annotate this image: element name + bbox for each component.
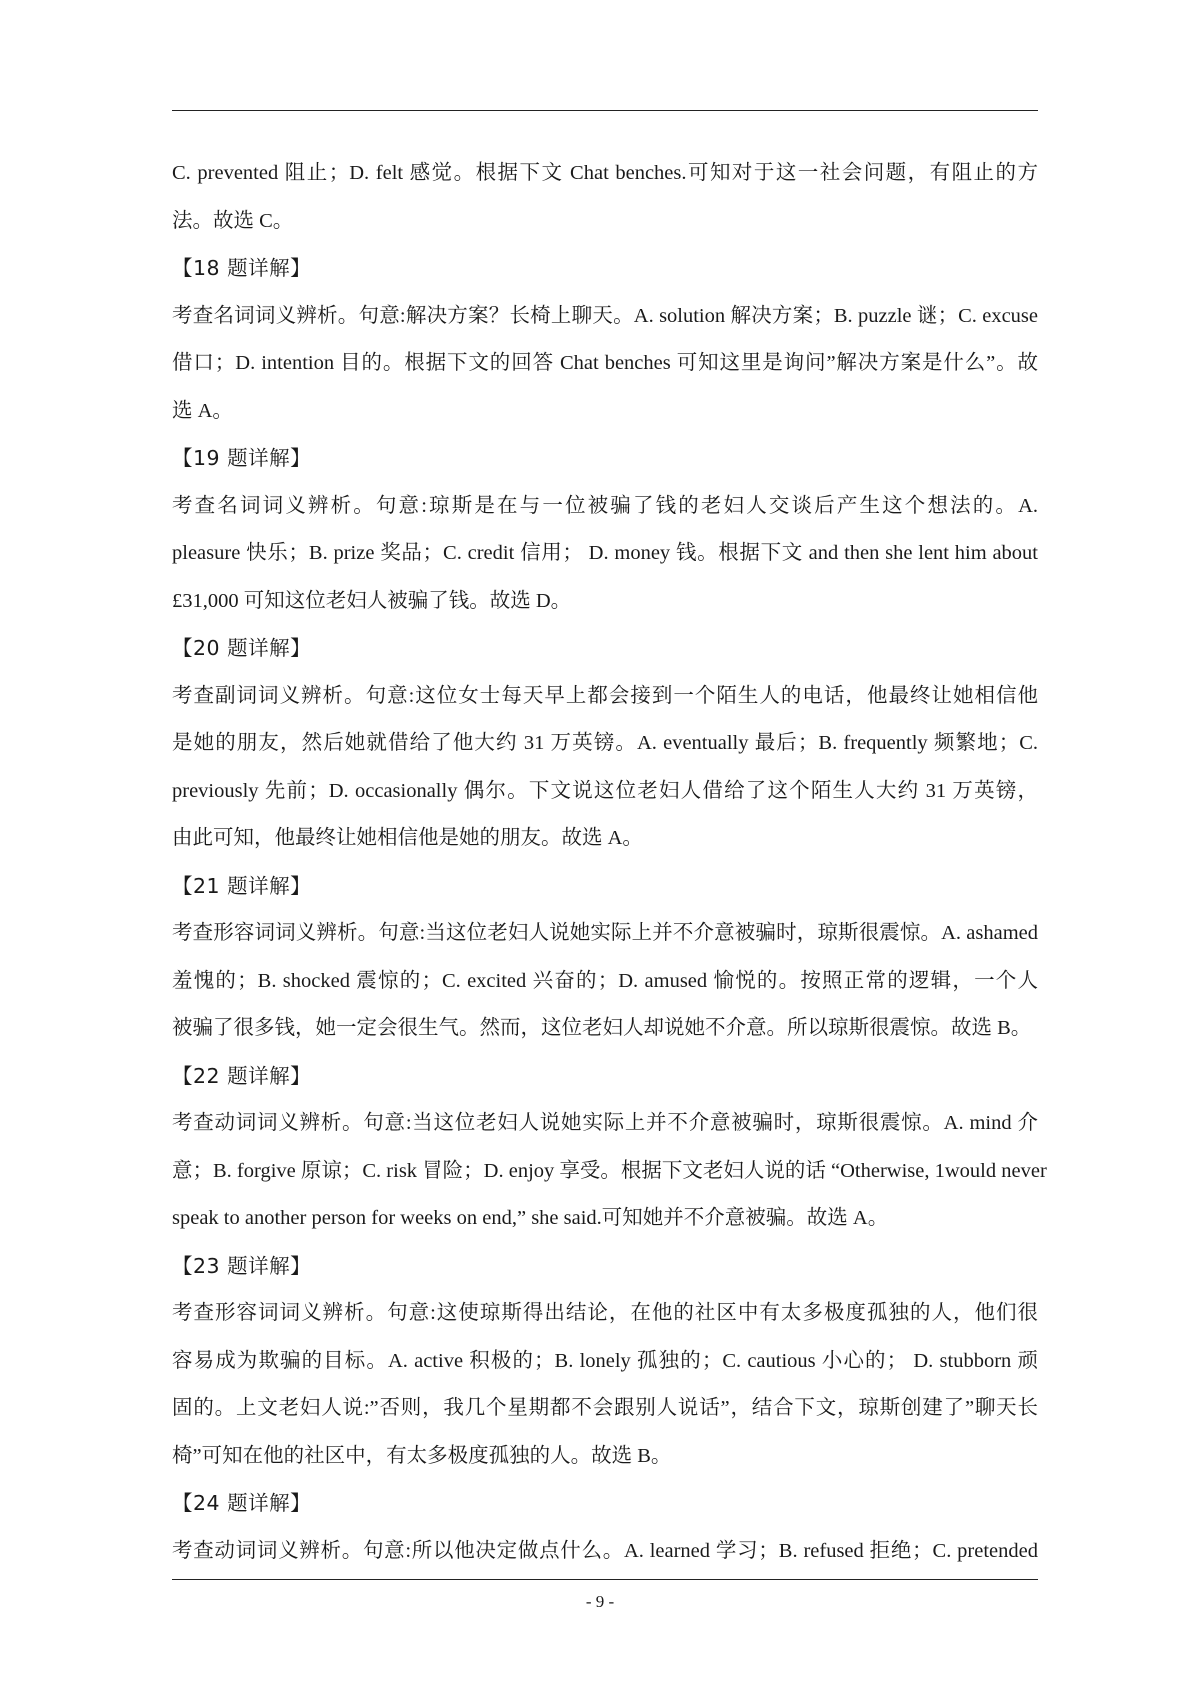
question-heading: 【23 题详解】: [172, 1253, 312, 1278]
text-line: speak to another person for weeks on end,” she said.可知她并不介意被骗。故选 A。: [172, 1207, 889, 1229]
question-heading: 【18 题详解】: [172, 256, 312, 280]
body-text: [172, 150, 1047, 1575]
explanation-paragraph: [172, 483, 1038, 626]
footer-rule: [172, 1579, 1038, 1580]
explanation-paragraph: [172, 1528, 1038, 1576]
question-heading: 【21 题详解】: [172, 873, 312, 898]
question-heading: 【24 题详解】: [172, 1491, 312, 1515]
question-heading: 【20 题详解】: [172, 636, 312, 660]
page-number: - 9 -: [585, 1592, 615, 1611]
text-line: 考查动词词义辨析。句意:所以他决定做点什么。A. learned 学习；B. refused 拒绝；C. pretended: [172, 1539, 1038, 1562]
text-line: 考查副词词义辨析。句意:这位女士每天早上都会接到一个陌生人的电话，他最终让她相信他: [172, 684, 1038, 707]
text-line: previously 先前；D. occasionally 偶尔。下文说这位老妇人借给了这个陌生人大约 31 万英镑，: [172, 779, 1038, 802]
text-line: 由此可知，他最终让她相信他是她的朋友。故选 A。: [172, 827, 643, 849]
text-line: 被骗了很多钱，她一定会很生气。然而，这位老妇人却说她不介意。所以琼斯很震惊。故选 B。: [172, 1017, 1032, 1039]
explanation-paragraph: [172, 1100, 1047, 1243]
explanation-paragraph: [172, 1290, 1038, 1480]
header-rule: [172, 110, 1038, 111]
text-line: 考查名词词义辨析。句意:解决方案？长椅上聊天。A. solution 解决方案；B. puzzle 谜；C. excuse: [172, 304, 1038, 327]
text-line: pleasure 快乐；B. prize 奖品；C. credit 信用； D. money 钱。根据下文 and then she lent him about: [172, 542, 1038, 564]
text-line: 借口；D. intention 目的。根据下文的回答 Chat benches 可知这里是询问”解决方案是什么”。故: [172, 352, 1038, 374]
text-line: 考查形容词词义辨析。句意:当这位老妇人说她实际上并不介意被骗时，琼斯很震惊。A. ashamed: [172, 922, 1038, 944]
text-line: 考查形容词词义辨析。句意:这使琼斯得出结论，在他的社区中有太多极度孤独的人，他们很: [172, 1302, 1038, 1324]
question-heading: 【19 题详解】: [172, 446, 312, 470]
text-line: 考查动词词义辨析。句意:当这位老妇人说她实际上并不介意被骗时，琼斯很震惊。A. mind 介: [172, 1112, 1038, 1134]
question-heading: 【22 题详解】: [172, 1063, 312, 1088]
text-line: 容易成为欺骗的目标。A. active 积极的；B. lonely 孤独的；C. cautious 小心的； D. stubborn 顽: [172, 1349, 1038, 1372]
explanation-paragraph: [172, 150, 1038, 245]
text-line: 法。故选 C。: [172, 209, 294, 232]
text-line: 羞愧的；B. shocked 震惊的；C. excited 兴奋的；D. amused 愉悦的。按照正常的逻辑，一个人: [172, 969, 1038, 992]
text-line: 考查名词词义辨析。句意:琼斯是在与一位被骗了钱的老妇人交谈后产生这个想法的。A.: [172, 494, 1038, 517]
text-line: £31,000 可知这位老妇人被骗了钱。故选 D。: [172, 589, 572, 612]
text-line: 意；B. forgive 原谅；C. risk 冒险；D. enjoy 享受。根据下文老妇人说的话 “Otherwise, 1would never: [172, 1159, 1047, 1182]
text-line: 固的。上文老妇人说:”否则，我几个星期都不会跟别人说话”，结合下文，琼斯创建了”聊天长: [172, 1397, 1038, 1419]
text-line: 椅”可知在他的社区中，有太多极度孤独的人。故选 B。: [172, 1444, 672, 1467]
text-line: 选 A。: [172, 399, 233, 422]
explanation-paragraph: [172, 910, 1038, 1053]
explanation-paragraph: [172, 673, 1038, 863]
text-line: C. prevented 阻止；D. felt 感觉。根据下文 Chat benches.可知对于这一社会问题，有阻止的方: [172, 162, 1038, 184]
explanation-paragraph: [172, 293, 1038, 436]
text-line: 是她的朋友，然后她就借给了他大约 31 万英镑。A. eventually 最后；B. frequently 频繁地；C.: [172, 732, 1038, 754]
